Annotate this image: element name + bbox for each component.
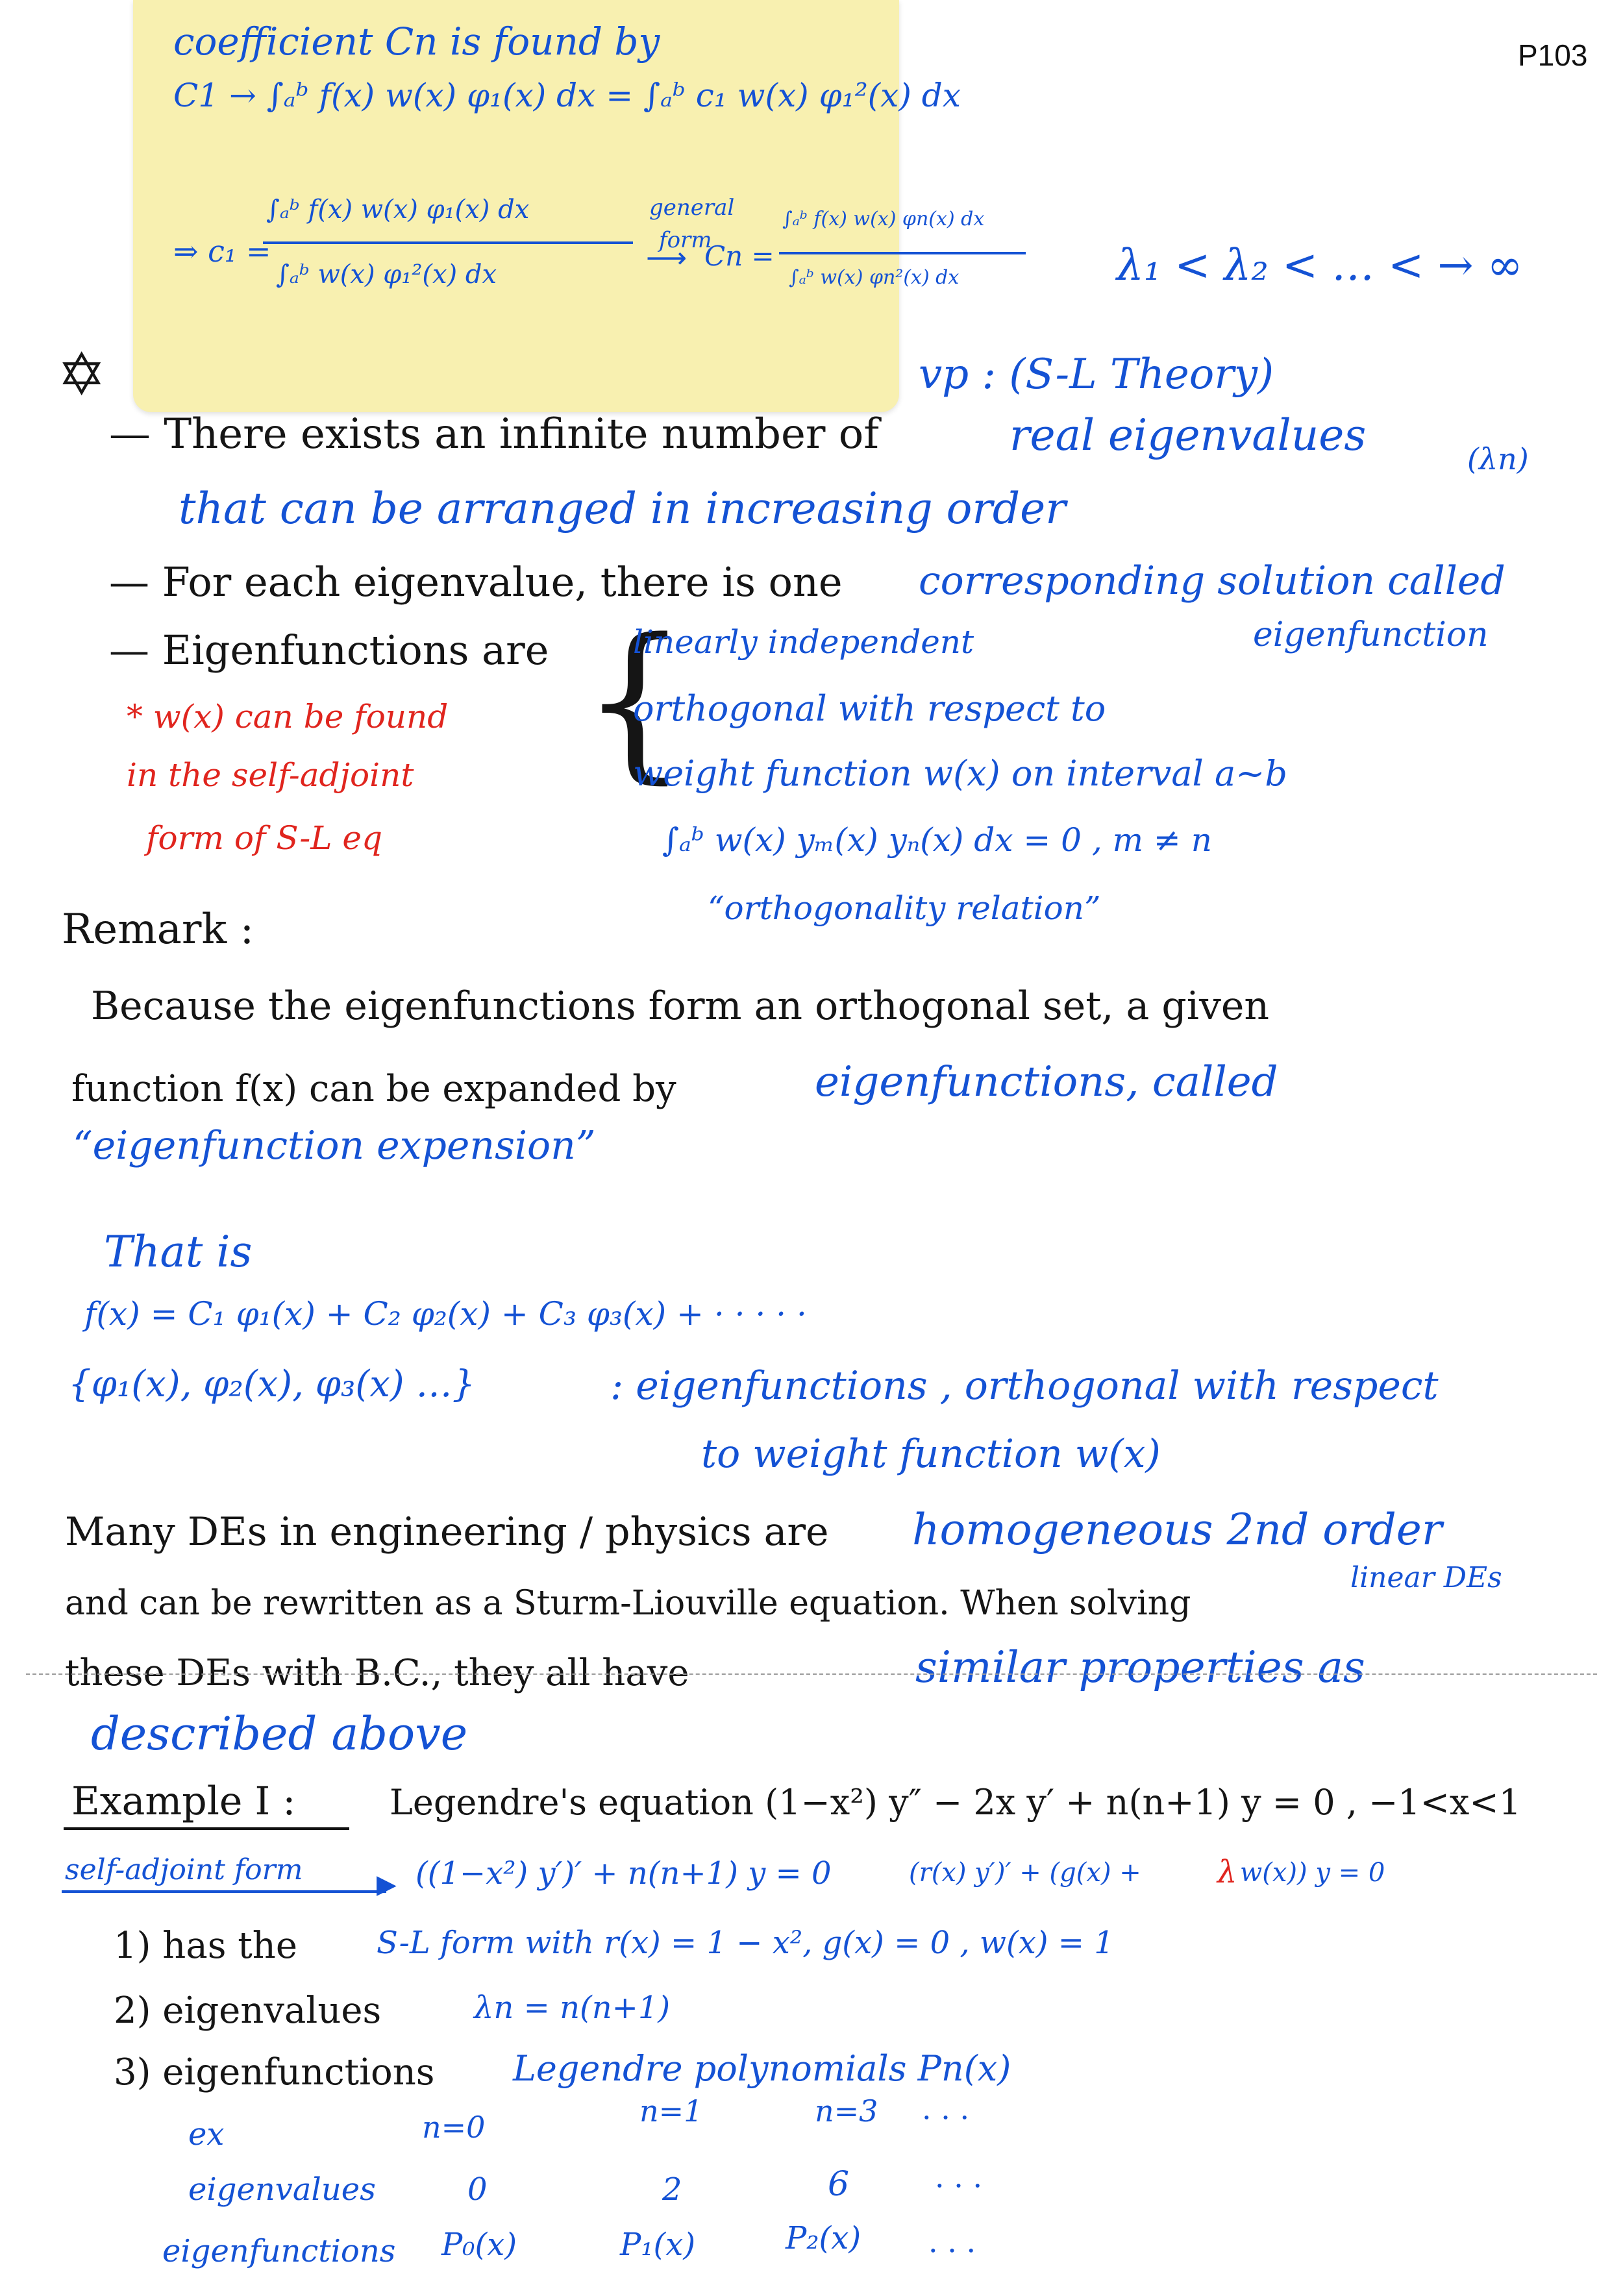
table-cell-p2: P₂(x) xyxy=(786,2220,861,2256)
table-cell-n1: n=1 xyxy=(639,2093,703,2129)
bullet-2-text: — For each eigenvalue, there is one xyxy=(109,558,843,606)
table-cell-eig0: 0 xyxy=(467,2171,488,2208)
remark-title: Remark : xyxy=(62,906,254,954)
dashed-divider xyxy=(26,1673,1597,1675)
des-line-3-highlight: similar properties as xyxy=(915,1642,1365,1692)
table-cell-eig1: 2 xyxy=(662,2171,682,2208)
sticky-arrow-label-bottom: form xyxy=(659,227,712,253)
sticky-frac2-den: ∫ₐᵇ w(x) φn²(x) dx xyxy=(789,266,960,289)
des-line-1-highlight: homogeneous 2nd order xyxy=(912,1505,1443,1555)
red-note-line-2: in the self-adjoint xyxy=(127,756,414,794)
item-1-text: S-L form with r(x) = 1 − x², g(x) = 0 , w(x) = 1 xyxy=(377,1925,1114,1961)
example-title: Example I : xyxy=(71,1779,296,1824)
set-description-2: to weight function w(x) xyxy=(701,1431,1161,1477)
remark-line-1: Because the eigenfunctions form an orthogonal set, a given xyxy=(91,983,1269,1029)
star-icon: ✡ xyxy=(57,341,106,409)
sl-general-form-a: (r(x) y′)′ + (g(x) + xyxy=(909,1858,1141,1888)
table-cell-p1: P₁(x) xyxy=(620,2227,696,2263)
table-row-label-ex: ex xyxy=(188,2116,225,2153)
table-row-label-eigenfunctions: eigenfunctions xyxy=(162,2233,396,2269)
des-line-3: these DEs with B.C., they all have xyxy=(65,1652,689,1694)
sticky-c1-label: ⇒ c₁ = xyxy=(173,234,271,269)
page-number: P103 xyxy=(1518,38,1588,72)
remark-line-2-highlight: eigenfunctions, called xyxy=(815,1058,1278,1106)
table-cell-more-3: · · · xyxy=(928,2233,976,2268)
brace-icon: { xyxy=(581,603,689,799)
self-adjoint-arrow xyxy=(62,1890,386,1893)
sticky-line-2: C1 → ∫ₐᵇ f(x) w(x) φ₁(x) dx = ∫ₐᵇ c₁ w(x) φ₁²(x) dx xyxy=(173,77,961,114)
sticky-note xyxy=(133,0,985,412)
remark-line-3: “eigenfunction expension” xyxy=(73,1123,596,1168)
item-3-label: 3) eigenfunctions xyxy=(114,2051,435,2093)
set-description-1: : eigenfunctions , orthogonal with respect xyxy=(610,1363,1439,1409)
legendre-equation: Legendre's equation (1−x²) y″ − 2x y′ + n(n+1) y = 0 , −1<x<1 xyxy=(390,1782,1521,1823)
des-line-4: described above xyxy=(91,1707,468,1760)
remark-line-2: function f(x) can be expanded by xyxy=(71,1068,676,1110)
sticky-frac1-bar xyxy=(263,241,633,244)
item-2-text: λn = n(n+1) xyxy=(474,1990,671,2026)
sl-general-lambda: λ xyxy=(1217,1854,1237,1890)
sticky-cn-label: Cn = xyxy=(704,240,774,272)
table-cell-eig3: 6 xyxy=(828,2165,850,2204)
that-is: That is xyxy=(104,1227,253,1277)
sticky-frac2-num: ∫ₐᵇ f(x) w(x) φn(x) dx xyxy=(782,208,985,230)
bullet-3-item-3: weight function w(x) on interval a~b xyxy=(633,753,1287,794)
orthogonality-label: “orthogonality relation” xyxy=(708,889,1101,927)
table-row-label-eigenvalues: eigenvalues xyxy=(188,2171,376,2208)
sticky-frac2-bar xyxy=(779,252,1026,254)
sticky-line-1: coefficient Cn is found by xyxy=(173,19,660,64)
bullet-3-item-2: orthogonal with respect to xyxy=(633,688,1106,729)
orthogonality-integral: ∫ₐᵇ w(x) yₘ(x) yₙ(x) dx = 0 , m ≠ n xyxy=(662,821,1212,859)
bullet-1-text: — There exists an infinite number of xyxy=(109,410,879,458)
item-2-label: 2) eigenvalues xyxy=(114,1990,382,2032)
sl-general-form-b: w(x)) y = 0 xyxy=(1240,1858,1385,1888)
des-line-2: and can be rewritten as a Sturm-Liouville equation. When solving xyxy=(65,1584,1191,1623)
table-cell-more-1: · · · xyxy=(922,2100,970,2135)
self-adjoint-equation: ((1−x²) y′)′ + n(n+1) y = 0 xyxy=(415,1855,832,1892)
table-cell-p0: P₀(x) xyxy=(441,2227,517,2263)
des-line-1: Many DEs in engineering / physics are xyxy=(65,1509,829,1555)
arrow-right-icon-2: ▶ xyxy=(377,1870,397,1899)
table-cell-n3: n=3 xyxy=(815,2093,878,2129)
bullet-3-text: — Eigenfunctions are xyxy=(109,626,549,674)
eigenfunction-set: {φ₁(x), φ₂(x), φ₃(x) …} xyxy=(68,1363,476,1405)
red-note-line-1: * w(x) can be found xyxy=(127,698,449,735)
sticky-frac1-num: ∫ₐᵇ f(x) w(x) φ₁(x) dx xyxy=(266,195,530,225)
red-note-line-3: form of S-L eq xyxy=(146,819,382,857)
linear-des-note: linear DEs xyxy=(1350,1561,1502,1594)
bullet-3-item-1: linearly independent xyxy=(633,623,974,661)
example-title-underline xyxy=(64,1827,349,1830)
bullet-1-highlight: real eigenvalues xyxy=(1010,410,1367,460)
sticky-arrow-label-top: general xyxy=(649,195,735,221)
table-cell-more-2: · · · xyxy=(935,2168,983,2203)
item-3-text: Legendre polynomials Pn(x) xyxy=(513,2048,1011,2089)
eigenvalue-order: λ₁ < λ₂ < … < → ∞ xyxy=(1117,240,1523,290)
arrow-right-icon: ⟶ xyxy=(646,241,688,275)
item-1-label: 1) has the xyxy=(114,1925,297,1967)
table-cell-n0: n=0 xyxy=(422,2110,486,2145)
bullet-2-highlight: corresponding solution called xyxy=(919,558,1505,604)
sticky-frac1-den: ∫ₐᵇ w(x) φ₁²(x) dx xyxy=(276,260,497,290)
bullet-2-tail: eigenfunction xyxy=(1253,615,1489,654)
bullet-1-subscript: (λn) xyxy=(1467,441,1529,476)
self-adjoint-label: self-adjoint form xyxy=(65,1853,303,1886)
bullet-1-line-2: that can be arranged in increasing order xyxy=(179,484,1066,534)
expansion-equation: f(x) = C₁ φ₁(x) + C₂ φ₂(x) + C₃ φ₃(x) + · · · · · xyxy=(84,1295,807,1333)
heading-tail: vp : (S-L Theory) xyxy=(919,351,1274,399)
